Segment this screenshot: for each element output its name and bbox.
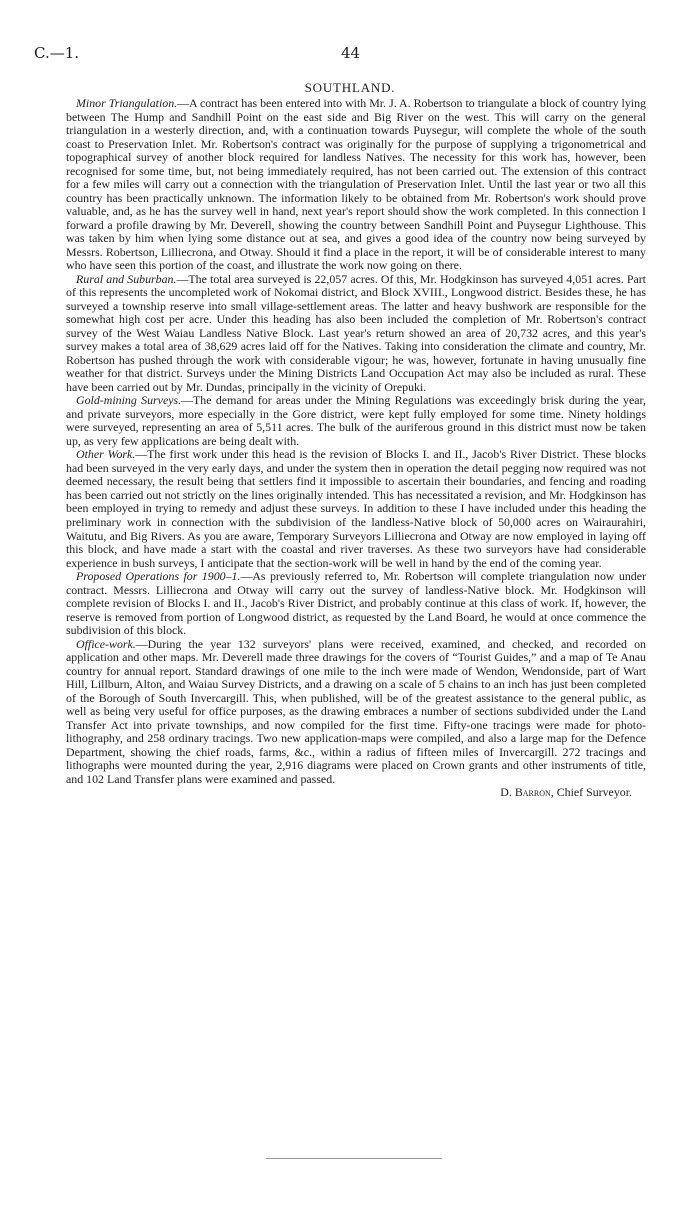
paragraph-office-work: [66, 638, 646, 787]
paragraph-gold-mining: [66, 394, 646, 448]
paragraph-other-work: [66, 448, 646, 570]
paragraph-heading: Office-work.: [76, 636, 136, 651]
paragraph-text: —The first work under this head is the revision of Blocks I. and II., Jacob's River District. These blocks had been surveyed in the very early days, and under the system then in operation the detail pegging now required was not deemed necessary, the result being that settlers find it impossible to ascertain their boundaries, and fencing and roading has been carried out not strictly on the lines originally intended. This has necessitated a revision, and Mr. Hodgkinson has been employed in trying to remedy and adjust these surveys. In addition to these I have included under this heading the preliminary work in connection with the subdivision of the landless-Native block of 50,000 acres on Wairaurahiri, Waitutu, and Big Rivers. As you are aware, Temporary Surveyors Lilliecrona and Otway are now employed in laying off this block, and have made a start with the coastal and river traverses. As these two surveyors have had considerable experience in bush surveys, I anticipate that the section-work will be well in hand by the end of the coming year.: [66, 447, 646, 570]
section-title: SOUTHLAND.: [304, 80, 396, 95]
end-rule: [266, 1158, 442, 1159]
paragraph-minor-triangulation: [66, 97, 646, 273]
paragraph-text: —During the year 132 surveyors' plans were received, examined, and checked, and recorded on application and other maps. Mr. Deverell made three drawings for the covers of “Tourist Guides,” and a map of Te Anau country for annual report. Standard drawings of one mile to the inch were made of Wendon, Wendonside, part of Wart Hill, Lillburn, Alton, and Waiau Survey Districts, and a drawing on a scale of 5 chains to an inch has just been completed of the Borough of South Invercargill. This, when published, will be of the greatest assistance to the general public, as well as being very useful for office purposes, as the drawing embraces a number of sections subdivided under the Land Transfer Act into private townships, and now compiled for the first time. Fifty-one tracings were made for photo-lithography, and 258 ordinary tracings. Two new application-maps were compiled, and also a large map for the Defence Department, showing the chief roads, farms, &c., within a radius of fifteen miles of Invercargill. 272 tracings and lithographs were mounted during the year, 2,916 diagrams were placed on Crown grants and other instruments of title, and 102 Land Transfer plans were examined and passed.: [66, 636, 646, 786]
paragraph-text: —As previously referred to, Mr. Robertson will complete triangulation now under contract. Messrs. Lilliecrona and Otway will carry out the survey of landless-Native block. Mr. Hodgkinson will complete revision of Blocks I. and II., Jacob's River District, and probably continue at this class of work. If, however, the reserve is removed from portion of Longwood district, as requested by the Land Board, he would at once commence the subdivision of this block.: [66, 569, 646, 638]
signature-initial: D.: [500, 785, 512, 800]
page-number: 44: [341, 44, 361, 62]
paragraph-heading: Gold-mining Surveys.: [76, 393, 182, 408]
report-body: [66, 97, 646, 800]
signature-title: , Chief Surveyor.: [550, 785, 632, 800]
series-label: C.—1.: [34, 44, 80, 62]
paragraph-text: —The total area surveyed is 22,057 acres. Of this, Mr. Hodgkinson has surveyed 4,051 acres. Part of this represents the uncompleted work of Nokomai district, and Block XVIII., Longwood district. Besides these, he has surveyed a township reserve into small village-settlement areas. The latter and heavy bushwork are responsible for the somewhat high cost per acre. Under this heading has also been included the completion of Mr. Robertson's contract survey of the West Waiau Landless Native Block. Last year's return showed an area of 20,732 acres, and this year's survey makes a total area of 38,629 acres laid off for the Natives. Taking into consideration the climate and country, Mr. Robertson has pushed through the work with considerable vigour; he was, however, fortunate in having unusually fine weather for that district. Surveys under the Mining Districts Land Occupation Act may also be included as rural. These have been carried out by Mr. Dundas, principally in the vicinity of Orepuki.: [66, 271, 646, 394]
paragraph-heading: Other Work.: [76, 447, 136, 462]
signature: [66, 786, 646, 800]
paragraph-heading: Proposed Operations for 1900–1.: [76, 569, 241, 584]
paragraph-proposed-operations: [66, 570, 646, 638]
paragraph-text: —A contract has been entered into with Mr. J. A. Robertson to triangulate a block of country lying between The Hump and Sandhill Point on the east side and Big River on the west. This will carry on the general triangulation in a westerly direction, and, with a continuation towards Puysegur, will complete the whole of the south coast to Preservation Inlet. Mr. Robertson's contract was originally for the purpose of supplying a trigonometrical and topographical survey of another block required for landless Natives. The necessity for this work has, however, been recognised for some time, but, not being immediately required, has not been carried out. The extension of this contract for a few miles will carry out a connection with the triangulation of Preservation Inlet. Until the last year or two all this country has been practically unknown. The information likely to be obtained from Mr. Robertson's work should prove valuable, and, as he has the survey well in hand, next year's report should show the work completed. In this connection I forward a profile drawing by Mr. Deverell, showing the country between Sandhill Point and Puysegur Lighthouse. This was taken by him when lying some distance out at sea, and gives a good idea of the country now being surveyed by Messrs. Robertson, Lilliecrona, and Otway. Should it find a place in the report, it will be of considerable interest to many who have seen this portion of the coast, and illustrate the work now going on there.: [66, 96, 646, 273]
paragraph-heading: Rural and Suburban.: [76, 271, 177, 286]
signature-surname: Barron: [514, 785, 551, 800]
paragraph-heading: Minor Triangulation.: [76, 96, 178, 110]
paragraph-rural-suburban: [66, 273, 646, 395]
paragraph-text: —The demand for areas under the Mining Regulations was exceedingly brisk during the year, and private surveyors, more especially in the Gore district, were kept fully employed for some time. Ninety holdings were surveyed, representing an area of 5,511 acres. The bulk of the auriferous ground in this district must now be taken up, as very few applications are being dealt with.: [66, 393, 646, 448]
